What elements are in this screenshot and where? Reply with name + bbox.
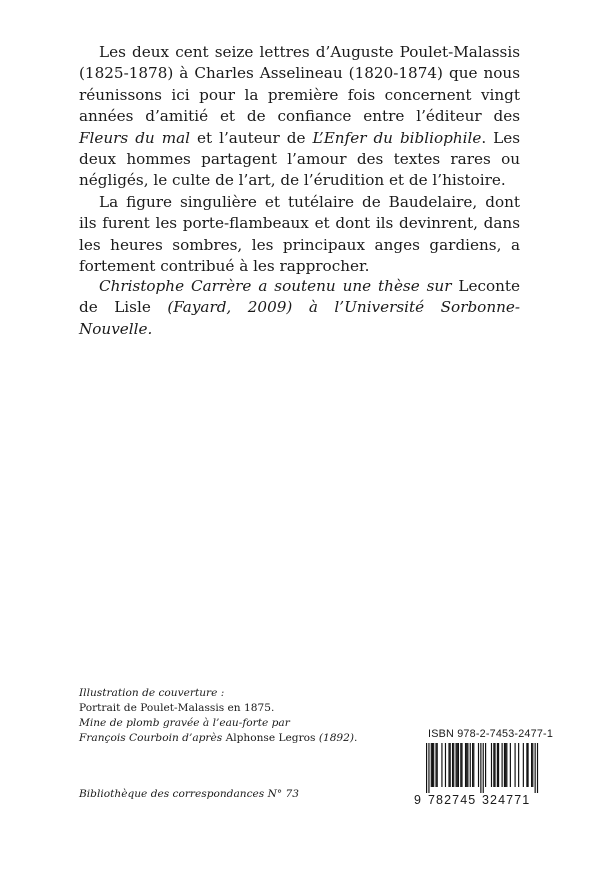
blurb-paragraph-2: La figure singulière et tutélaire de Baudelaire, dont ils furent les porte-flambeaux et dont ils devinrent, dans les heures sombres, les principaux anges gardiens, a fortement contribué à les rapprocher. [79, 192, 520, 276]
barcode-guard-bar [428, 743, 429, 793]
barcode-guard-bar [426, 743, 427, 793]
barcode-bar [526, 743, 527, 787]
ean-right-group: 324771 [482, 793, 531, 807]
barcode-guard-bar [535, 743, 536, 793]
collection-label: Bibliothèque des correspondances N° 73 [79, 788, 300, 800]
barcode-bar [505, 743, 506, 787]
barcode-bar [461, 743, 462, 787]
barcode-bar [465, 743, 466, 787]
blurb-paragraph-1 [79, 42, 520, 192]
barcode-bar [493, 743, 494, 787]
barcode-bar [498, 743, 499, 787]
barcode-bar [453, 743, 454, 787]
barcode-bar [433, 743, 434, 787]
cover-illustration-credits [79, 686, 399, 746]
barcode-bar [472, 743, 473, 787]
barcode-bar [470, 743, 471, 787]
barcode-bar [435, 743, 436, 787]
barcode-bar [432, 743, 433, 787]
back-cover-blurb [79, 42, 520, 277]
barcode-bar [437, 743, 438, 787]
barcode-bar [467, 743, 468, 787]
credits-line: Mine de plomb gravée à l’eau-forte par [79, 717, 290, 729]
barcode-guard-bar [483, 743, 484, 793]
credits-artist: Alphonse Legros [225, 732, 316, 744]
barcode-bar [504, 743, 505, 787]
credits-line: Portrait de Poulet-Malassis en 1875. [79, 702, 275, 714]
blurb-text: et l’auteur de [190, 128, 313, 147]
barcode-bar [506, 743, 507, 787]
barcode-bar [532, 743, 533, 787]
isbn-label: ISBN 978-2-7453-2477-1 [428, 728, 554, 740]
credits-text: François Courboin d’après [79, 732, 226, 744]
barcode-bar [431, 743, 432, 787]
ean-first-digit: 9 [414, 793, 423, 807]
author-note-paragraph [79, 276, 520, 340]
barcode-bar [502, 743, 503, 787]
barcode-bar [531, 743, 532, 787]
barcode-bar [478, 743, 479, 787]
ean-left-group: 782745 [428, 793, 477, 807]
barcode-bar [466, 743, 467, 787]
author-note [79, 276, 520, 340]
barcode-bar [527, 743, 528, 787]
barcode-bar [450, 743, 451, 787]
barcode-bar [494, 743, 495, 787]
barcode-guard-bar [537, 743, 538, 793]
credits-line [79, 731, 399, 746]
barcode-bar [460, 743, 461, 787]
barcode-bar [518, 743, 519, 787]
ean-digits [414, 793, 542, 807]
book-title-fleurs-du-mal: Fleurs du mal [79, 128, 191, 147]
thesis-subject: Leconte de Lisle [79, 277, 520, 317]
barcode-bar [441, 743, 442, 787]
barcode-bar [448, 743, 449, 787]
barcode-bar [456, 743, 457, 787]
credits-heading: Illustration de couverture : [79, 687, 225, 699]
barcode-bar [485, 743, 486, 787]
author-note-text: Christophe Carrère a soutenu une thèse sur [99, 277, 459, 295]
barcode-bar [510, 743, 511, 787]
barcode-icon [414, 743, 542, 793]
barcode-bar [491, 743, 492, 787]
credits-text: (1892). [315, 732, 358, 744]
blurb-text: . Les deux hommes partagent l’amour des textes rares ou négligés, le culte de l’art, de l’érudition et de l’histoire. [79, 128, 520, 190]
barcode-bar [445, 743, 446, 787]
barcode-bar [515, 743, 516, 787]
barcode-bar [523, 743, 524, 787]
barcode-bar [452, 743, 453, 787]
isbn-block [414, 728, 554, 807]
barcode-bar [497, 743, 498, 787]
barcode-bar [457, 743, 458, 787]
barcode-bar [473, 743, 474, 787]
barcode-guard-bar [480, 743, 481, 793]
blurb-text: Les deux cent seize lettres d’Auguste Poulet-Malassis (1825-1878) à Charles Asselineau (1820-1874) que nous réunissons ici pour la première fois concernent vingt années d’amitié et de confiance entre l’éditeur des [79, 43, 520, 126]
author-note-text: (Fayard, 2009) à l’Université Sorbonne-Nouvelle. [79, 298, 520, 338]
barcode-bar [458, 743, 459, 787]
book-title-enfer-du-bibliophile: L’Enfer du bibliophile [312, 128, 482, 147]
